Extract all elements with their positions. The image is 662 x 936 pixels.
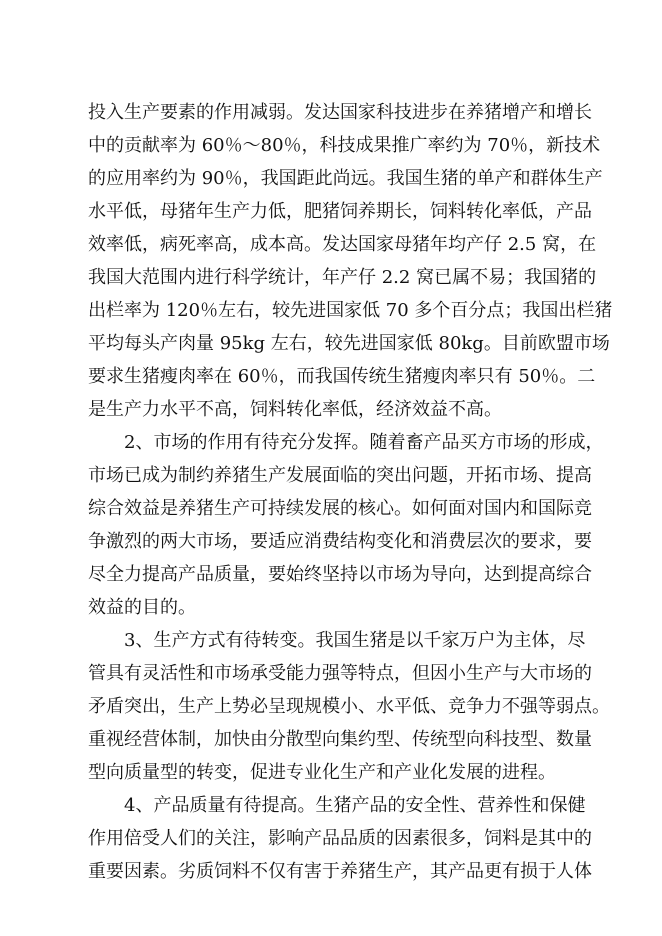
- text-line: 效率低，病死率高，成本高。发达国家母猪年均产仔 2.5 窝，在: [88, 234, 597, 255]
- text-line: 效益的目的。: [88, 597, 196, 618]
- text-line: 平均每头产肉量 95kg 左右，较先进国家低 80kg。目前欧盟市场: [88, 333, 610, 354]
- text-line: 型向质量型的转变，促进专业化生产和产业化发展的进程。: [88, 762, 556, 783]
- text-line: 作用倍受人们的关注，影响产品品质的因素很多，饲料是其中的: [88, 828, 592, 849]
- text-line: 水平低，母猪年生产力低，肥猪饲养期长，饲料转化率低，产品: [88, 201, 592, 222]
- text-line: 要求生猪瘦肉率在 60％，而我国传统生猪瘦肉率只有 50％。二: [88, 366, 596, 387]
- text-line: 尽全力提高产品质量，要始终坚持以市场为导向，达到提高综合: [88, 564, 592, 585]
- text-line: 的应用率约为 90％，我国距此尚远。我国生猪的单产和群体生产: [88, 168, 603, 189]
- paragraph-3-start: 3、生产方式有待转变。我国生猪是以千家万户为主体，尽: [124, 630, 586, 651]
- text-line: 中的贡献率为 60％～80％，科技成果推广率约为 70％，新技术: [88, 135, 601, 156]
- paragraph-2-start: 2、市场的作用有待充分发挥。随着畜产品买方市场的形成，: [124, 432, 604, 453]
- text-line: 市场已成为制约养猪生产发展面临的突出问题，开拓市场、提高: [88, 465, 592, 486]
- text-line: 投入生产要素的作用减弱。发达国家科技进步在养猪增产和增长: [88, 102, 592, 123]
- text-line: 出栏率为 120％左右，较先进国家低 70 多个百分点；我国出栏猪: [88, 300, 613, 321]
- text-line: 重视经营体制，加快由分散型向集约型、传统型向科技型、数量: [88, 729, 592, 750]
- text-line: 我国大范围内进行科学统计，年产仔 2.2 窝已属不易；我国猪的: [88, 267, 597, 288]
- text-line: 重要因素。劣质饲料不仅有害于养猪生产，其产品更有损于人体: [88, 861, 592, 882]
- text-line: 矛盾突出，生产上势必呈现规模小、水平低、竞争力不强等弱点。: [88, 696, 610, 717]
- text-line: 是生产力水平不高，饲料转化率低，经济效益不高。: [88, 399, 502, 420]
- text-line: 综合效益是养猪生产可持续发展的核心。如何面对国内和国际竞: [88, 498, 592, 519]
- text-line: 争激烈的两大市场，要适应消费结构变化和消费层次的要求，要: [88, 531, 592, 552]
- text-line: 管具有灵活性和市场承受能力强等特点，但因小生产与大市场的: [88, 663, 592, 684]
- paragraph-4-start: 4、产品质量有待提高。生猪产品的安全性、营养性和保健: [124, 795, 586, 816]
